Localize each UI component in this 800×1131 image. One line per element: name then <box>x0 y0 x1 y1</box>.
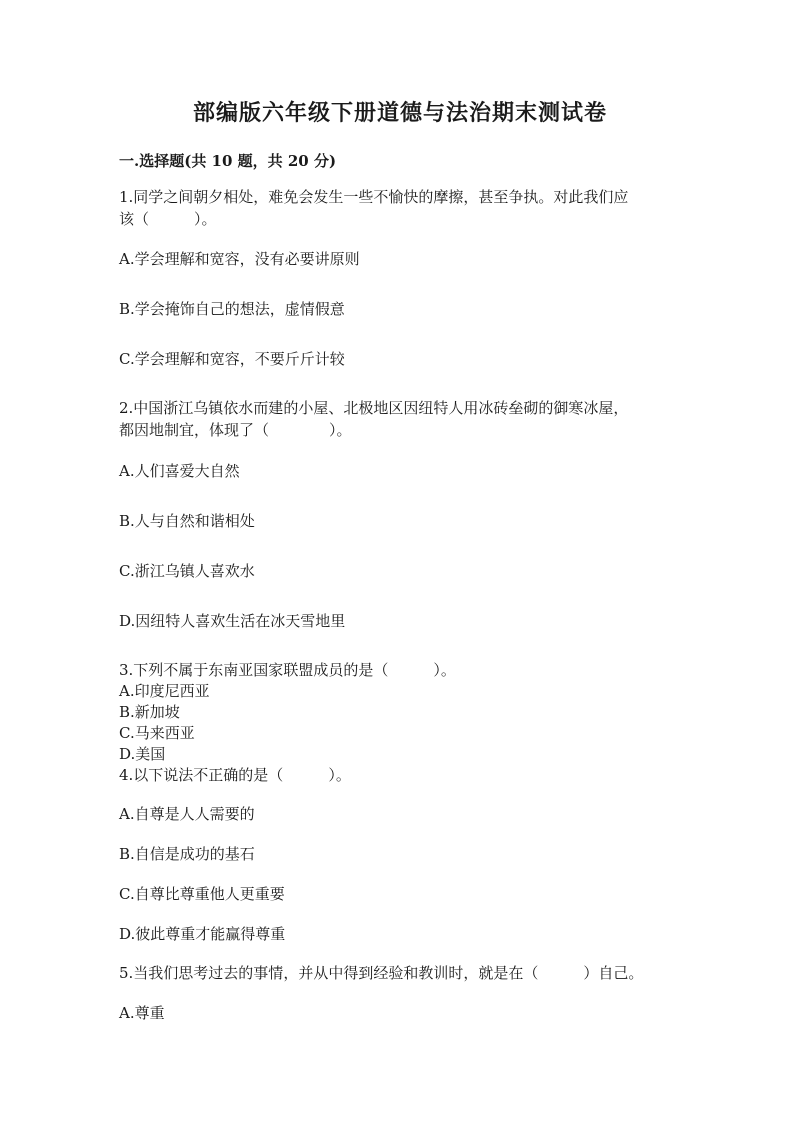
question-4-option-c: C.自尊比尊重他人更重要 <box>119 885 285 903</box>
question-4-option-a: A.自尊是人人需要的 <box>119 805 255 823</box>
question-1-option-b: B.学会掩饰自己的想法，虚情假意 <box>119 300 345 318</box>
question-4-text: 4.以下说法不正确的是（ ）。 <box>119 766 351 784</box>
question-5-option-a: A.尊重 <box>119 1004 165 1022</box>
question-1-option-c: C.学会理解和宽容，不要斤斤计较 <box>119 350 345 368</box>
question-2-option-b: B.人与自然和谐相处 <box>119 512 255 530</box>
question-3-option-b: B.新加坡 <box>119 703 180 721</box>
question-2-option-d: D.因纽特人喜欢生活在冰天雪地里 <box>119 612 346 630</box>
question-3-option-d: D.美国 <box>119 745 166 763</box>
question-2-text: 2.中国浙江乌镇依水而建的小屋、北极地区因纽特人用冰砖垒砌的御寒冰屋， <box>119 399 629 417</box>
question-1-option-a: A.学会理解和宽容，没有必要讲原则 <box>119 250 360 268</box>
section-heading: 一.选择题(共 10 题，共 20 分) <box>119 152 337 170</box>
question-1-text-cont: 该（ ）。 <box>119 210 217 228</box>
question-2-text-cont: 都因地制宜，体现了（ ）。 <box>119 421 352 439</box>
question-3-text: 3.下列不属于东南亚国家联盟成员的是（ ）。 <box>119 661 456 679</box>
question-5-text: 5.当我们思考过去的事情，并从中得到经验和教训时，就是在（ ）自己。 <box>119 964 644 982</box>
question-1-text: 1.同学之间朝夕相处，难免会发生一些不愉快的摩擦，甚至争执。对此我们应 <box>119 188 629 206</box>
question-3-option-c: C.马来西亚 <box>119 724 195 742</box>
question-2-option-c: C.浙江乌镇人喜欢水 <box>119 562 255 580</box>
question-4-option-b: B.自信是成功的基石 <box>119 845 255 863</box>
page-title: 部编版六年级下册道德与法治期末测试卷 <box>192 100 607 126</box>
question-3-option-a: A.印度尼西亚 <box>119 682 210 700</box>
question-2-option-a: A.人们喜爱大自然 <box>119 462 240 480</box>
question-4-option-d: D.彼此尊重才能赢得尊重 <box>119 925 286 943</box>
